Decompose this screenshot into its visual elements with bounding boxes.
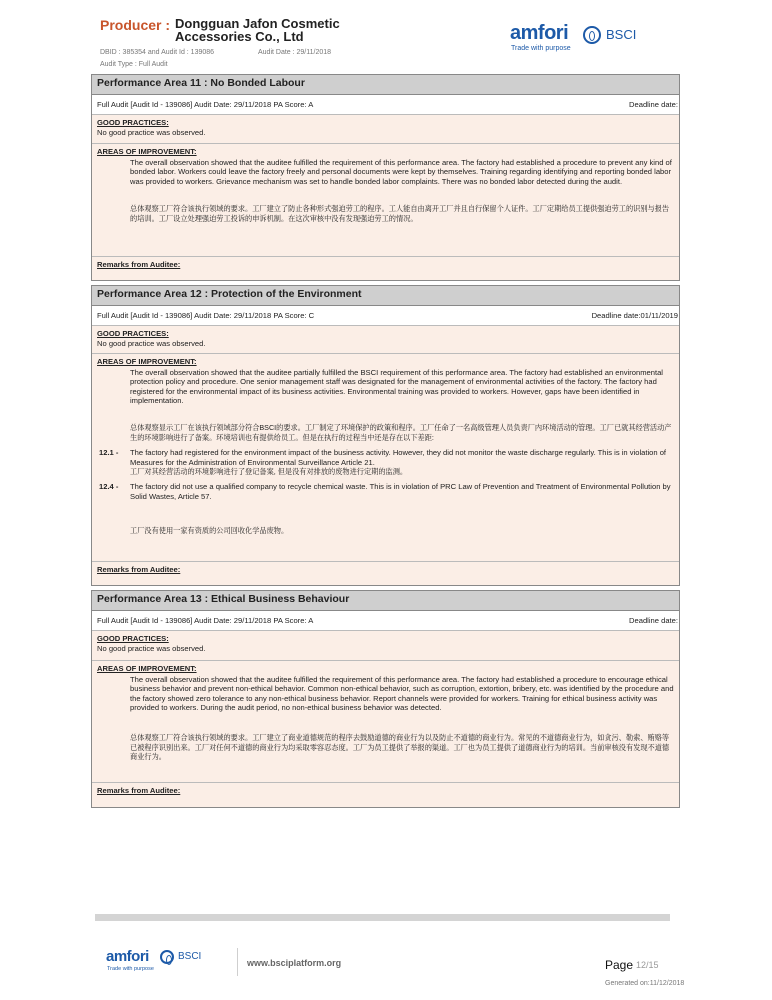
remarks-label: Remarks from Auditee: (97, 260, 181, 269)
areas-label: AREAS OF IMPROVEMENT: (97, 147, 197, 156)
producer-name: Dongguan Jafon Cosmetic Accessories Co., Ltd (175, 16, 340, 44)
areas-of-improvement (92, 354, 679, 562)
logo-circle-icon (583, 26, 601, 44)
areas-text: The overall observation showed that the auditee fulfilled the requirement of this performance area. The factory had established a procedure to prevent any kind of bonded labor. Workers could leave the factory freely and personal documents were kept by themselves. Training regarding identifying and reporting bonded labor was provided to workers. Grievance mechanism was set to handle bonded labor complaints. There was no bonded labor detected during the audit. (130, 157, 672, 186)
generated-on: Generated on:11/12/2018 (605, 980, 685, 987)
remarks (92, 562, 679, 576)
areas-label: AREAS OF IMPROVEMENT: (97, 664, 197, 673)
good-practices-text: No good practice was observed. (97, 338, 206, 348)
logo-bsci: BSCI (178, 951, 202, 962)
logo-tagline: Trade with purpose (511, 45, 571, 52)
logo-bsci: BSCI (606, 27, 637, 42)
areas-label: AREAS OF IMPROVEMENT: (97, 357, 197, 366)
finding-number: 12.1 - (99, 448, 119, 458)
finding-text-cn: 工厂没有使用一家有资质的公司回收化学品废物。 (130, 526, 289, 536)
amfori-logo (510, 22, 680, 56)
section-title: Performance Area 12 : Protection of the Environment (92, 286, 679, 306)
good-practices (92, 631, 679, 661)
performance-area-11 (91, 74, 680, 281)
finding-item (97, 482, 674, 536)
remarks-label: Remarks from Auditee: (97, 786, 181, 795)
footer-bar (95, 914, 670, 921)
areas-text: The overall observation showed that the auditee fulfilled the requirement of this performance area. The factory had established a procedure to encourage ethical business behavior and prevent non-ethical behavior. Common non-ethical behavior, such as corruption, extortion, bribery, etc. was identified by the procedure and the factory showed zero tolerance to any non-ethical business behavior. Report channels were provided for workers. Training for ethical business activity was provided to workers. During the audit period, no non-ethical business behavior was detected. (130, 674, 674, 713)
section-info (92, 611, 679, 631)
performance-area-12 (91, 285, 680, 586)
section-info (92, 306, 679, 326)
good-practices (92, 326, 679, 354)
finding-number: 12.4 - (99, 481, 119, 491)
section-info (92, 95, 679, 115)
remarks-label: Remarks from Auditee: (97, 565, 181, 574)
good-practices-label: GOOD PRACTICES: (97, 329, 169, 338)
good-practices (92, 115, 679, 144)
finding-text: The factory did not use a qualified company to recycle chemical waste. This is in violation of PRC Law of Prevention and Treatment of Environmental Pollution by Solid Wastes, Article 57. (130, 481, 671, 501)
footer-amfori-logo (106, 948, 231, 976)
footer-divider (237, 948, 238, 976)
deadline: Deadline date: (629, 616, 678, 625)
finding-text: The factory had registered for the environment impact of the business activity. However, they did not monitor the waste discharge regularly. This is in violation of Measures for the Administration of Environmental Surveillance Article 21. (130, 448, 667, 467)
good-practices-text: No good practice was observed. (97, 127, 206, 137)
areas-text-cn: 总体观察工厂符合该执行领域的要求。工厂建立了防止各种形式强迫劳工的程序。工人能自由离开工厂并且自行保留个人证件。工厂定期给员工提供强迫劳工的识别与报告的培训。工厂设立处理强迫劳工投诉的申诉机制。在这次审核中没有发现强迫劳工的情况。 (130, 204, 670, 223)
section-title: Performance Area 13 : Ethical Business Behaviour (92, 591, 679, 611)
areas-of-improvement (92, 661, 679, 783)
areas-of-improvement (92, 144, 679, 257)
audit-date: Audit Date : 29/11/2018 (258, 49, 332, 56)
remarks (92, 783, 679, 797)
section-title: Performance Area 11 : No Bonded Labour (92, 75, 679, 95)
dbid: DBID : 385354 and Audit Id : 139086 (100, 49, 215, 56)
remarks (92, 257, 679, 271)
areas-text: The overall observation showed that the auditee partially fulfilled the BSCI requirement of this performance area. The factory had established an environmental protection policy and procedure. One senior management staff was designated for the management of environmental activities of the factory. The factory had registered for the environmental impact of its business activities. Environmental training was provided to workers. However, gaps have been identified in implementation. (130, 367, 663, 406)
deadline: Deadline date:01/11/2019 (591, 311, 678, 320)
page-label: Page (605, 958, 634, 972)
areas-text-cn: 总体观察工厂符合该执行领域的要求。工厂建立了商业道德规范的程序去鼓励道德的商业行为以及防止不道德的商业行为。常见的不道德商业行为，如贪污、勒索、贿赂等已被程序识别出来。工厂对任何不道德的商业行为均采取零容忍态度。工厂为员工提供了举报的渠道。工厂也为员工提供了道德商业行为的培训。当前审核没有发现不道德商业行为。 (130, 732, 670, 762)
finding-item (97, 448, 674, 477)
footer-url[interactable]: www.bsciplatform.org (247, 958, 342, 968)
deadline: Deadline date: (629, 100, 678, 109)
areas-text-cn: 总体观察显示工厂在该执行领域部分符合BSCI的要求。工厂制定了环境保护的政策和程序。工厂任命了一名高级管理人员负责厂内环境活动的管理。工厂已就其经营活动产生的环境影响进行了备案。环境培训也有提供给员工。但是在执行的过程当中还是存在以下差距: (130, 422, 672, 442)
good-practices-label: GOOD PRACTICES: (97, 634, 169, 643)
logo-circle-icon (160, 950, 174, 964)
audit-info: Full Audit [Audit Id - 139086] Audit Date: 29/11/2018 PA Score: C (97, 311, 315, 320)
finding-text-cn: 工厂对其经营活动的环境影响进行了登记备案, 但是没有对排放的废物进行定期的监测。 (130, 467, 408, 477)
performance-area-13 (91, 590, 680, 808)
good-practices-label: GOOD PRACTICES: (97, 118, 169, 127)
logo-tagline: Trade with purpose (107, 966, 154, 972)
audit-info: Full Audit [Audit Id - 139086] Audit Date: 29/11/2018 PA Score: A (97, 100, 314, 109)
audit-info: Full Audit [Audit Id - 139086] Audit Date: 29/11/2018 PA Score: A (97, 616, 314, 625)
producer-label: Producer : (100, 17, 171, 33)
page-number: 12/15 (636, 960, 659, 970)
logo-word: amfori (510, 22, 569, 44)
audit-type: Audit Type : Full Audit (100, 61, 168, 68)
logo-word: amfori (106, 948, 149, 965)
good-practices-text: No good practice was observed. (97, 643, 206, 653)
